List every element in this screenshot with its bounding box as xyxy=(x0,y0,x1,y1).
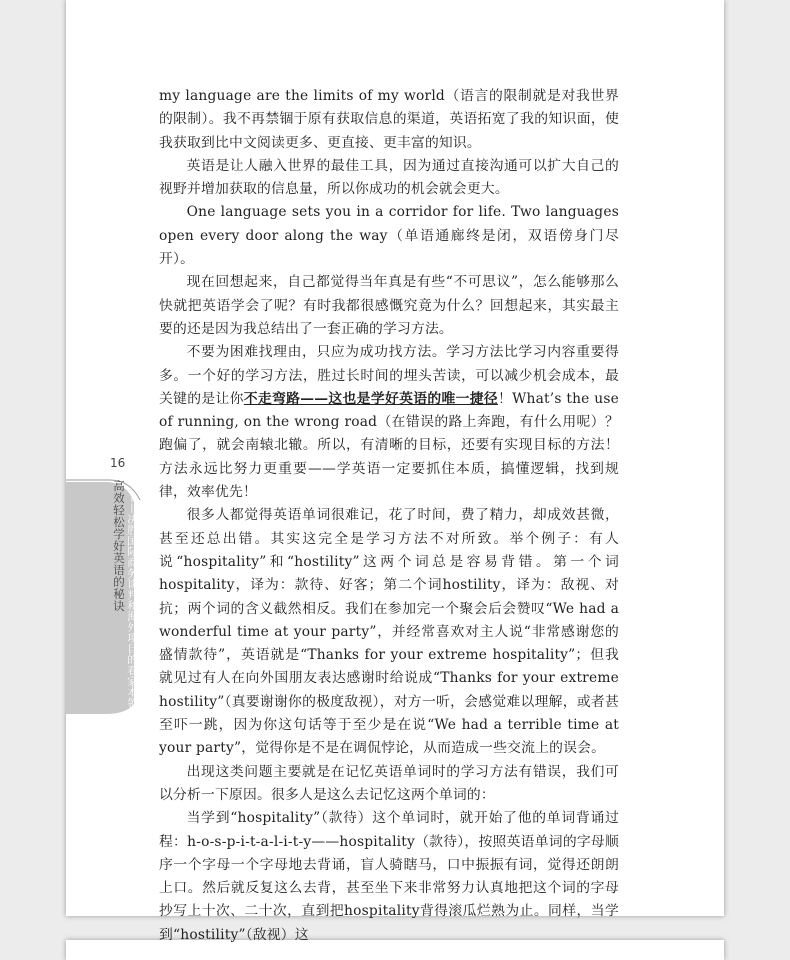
paragraph: 当学到“hospitality”（款待）这个单词时，就开始了他的单词背诵过程：h-o-s-p-i-t-a-l-i-t-y——hospitality（款待），按照英语单词的字母顺序一个字母一个字母地去背诵，盲人骑瞎马，口中振振有词，觉得还朗朗上口。然后就反复这么去背，甚至坐下来非常努力认真地把这个词的字母抄写上十次、二十次，直到把hospitality背得滚瓜烂熟为止。同样，当学到“hostility”（敌视）这 xyxy=(159,810,619,943)
paragraph: 很多人都觉得英语单词很难记，花了时间，费了精力，却成效甚微，甚至还总出错。其实这完全是学习方法不对所致。举个例子：有人说“hospitality”和“hostility”这两个词总是容易背错。第一个词hospitality，译为：款待、好客；第二个词hostility，译为：敌视、对抗；两个词的含义截然相反。我们在参加完一个聚会后会赞叹“We had a wonderful time at your party”，并经常喜欢对主人说“非常感谢您的盛情款待”，英语就是“Thanks for your extreme hospitality”；但我就见过有人在向外国朋友表达感谢时给说成“Thanks for your extreme hostility”（真要谢谢你的极度敌视），对方一听，会感觉难以理解，或者甚至吓一跳，因为你这句话等于至少是在说“We had a terrible time at your party”，觉得你是不是在调侃悖论，从而造成一些交流上的误会。 xyxy=(159,507,619,757)
paragraph: 现在回想起来，自己都觉得当年真是有些“不可思议”，怎么能够那么快就把英语学会了呢？有时我都很感慨究竟为什么？回想起来，其实最主要的还是因为我总结出了一套正确的学习方法。 xyxy=(159,274,619,337)
paragraph: my language are the limits of my world（语言的限制就是对我世界的限制）。我不再禁锢于原有获取信息的渠道，英语拓宽了我的知识面，使我获取到比中文阅读更多、更直接、更丰富的知识。 xyxy=(159,88,619,151)
paragraph: 出现这类问题主要就是在记忆英语单词时的学习方法有错误，我们可以分析一下原因。很多人是这么去记忆这两个单词的： xyxy=(159,763,619,803)
paragraph xyxy=(159,341,619,504)
paragraph-text: 不要为困难找理由，只应为成功找方法。学习方法比学习内容重要得多。一个好的学习方法，胜过长时间的埋头苦读，可以减少机会成本，最关键的是让你 xyxy=(159,344,619,407)
paragraph: One language sets you in a corridor for life. Two languages open every door along the way（单语通廊终是闭，双语傍身门尽开）。 xyxy=(159,204,619,268)
side-tab-title: 高效轻松学好英语的秘诀 xyxy=(112,480,126,612)
emphasized-text: 不走弯路——这也是学好英语的唯一捷径 xyxy=(243,390,498,407)
paragraph-text: ！What’s the use of running, on the wrong road（在错误的路上奔跑，有什么用呢）？跑偏了，就会南辕北辙。所以，有清晰的目标，还要有实现目标的方法！方法永远比努力更重要——学英语一定要抓住本质，搞懂逻辑，找到规律，效率优先！ xyxy=(159,390,619,501)
page-number: 16 xyxy=(110,456,126,470)
paragraph: 英语是让人融入世界的最佳工具，因为通过直接沟通可以扩大自己的视野并增加获取的信息量，所以你成功的机会就会更大。 xyxy=(159,157,619,198)
body-text xyxy=(159,85,619,947)
side-tab-subtitle: ——决胜国际商务谈判和海外项目的看家本领 xyxy=(126,492,138,708)
